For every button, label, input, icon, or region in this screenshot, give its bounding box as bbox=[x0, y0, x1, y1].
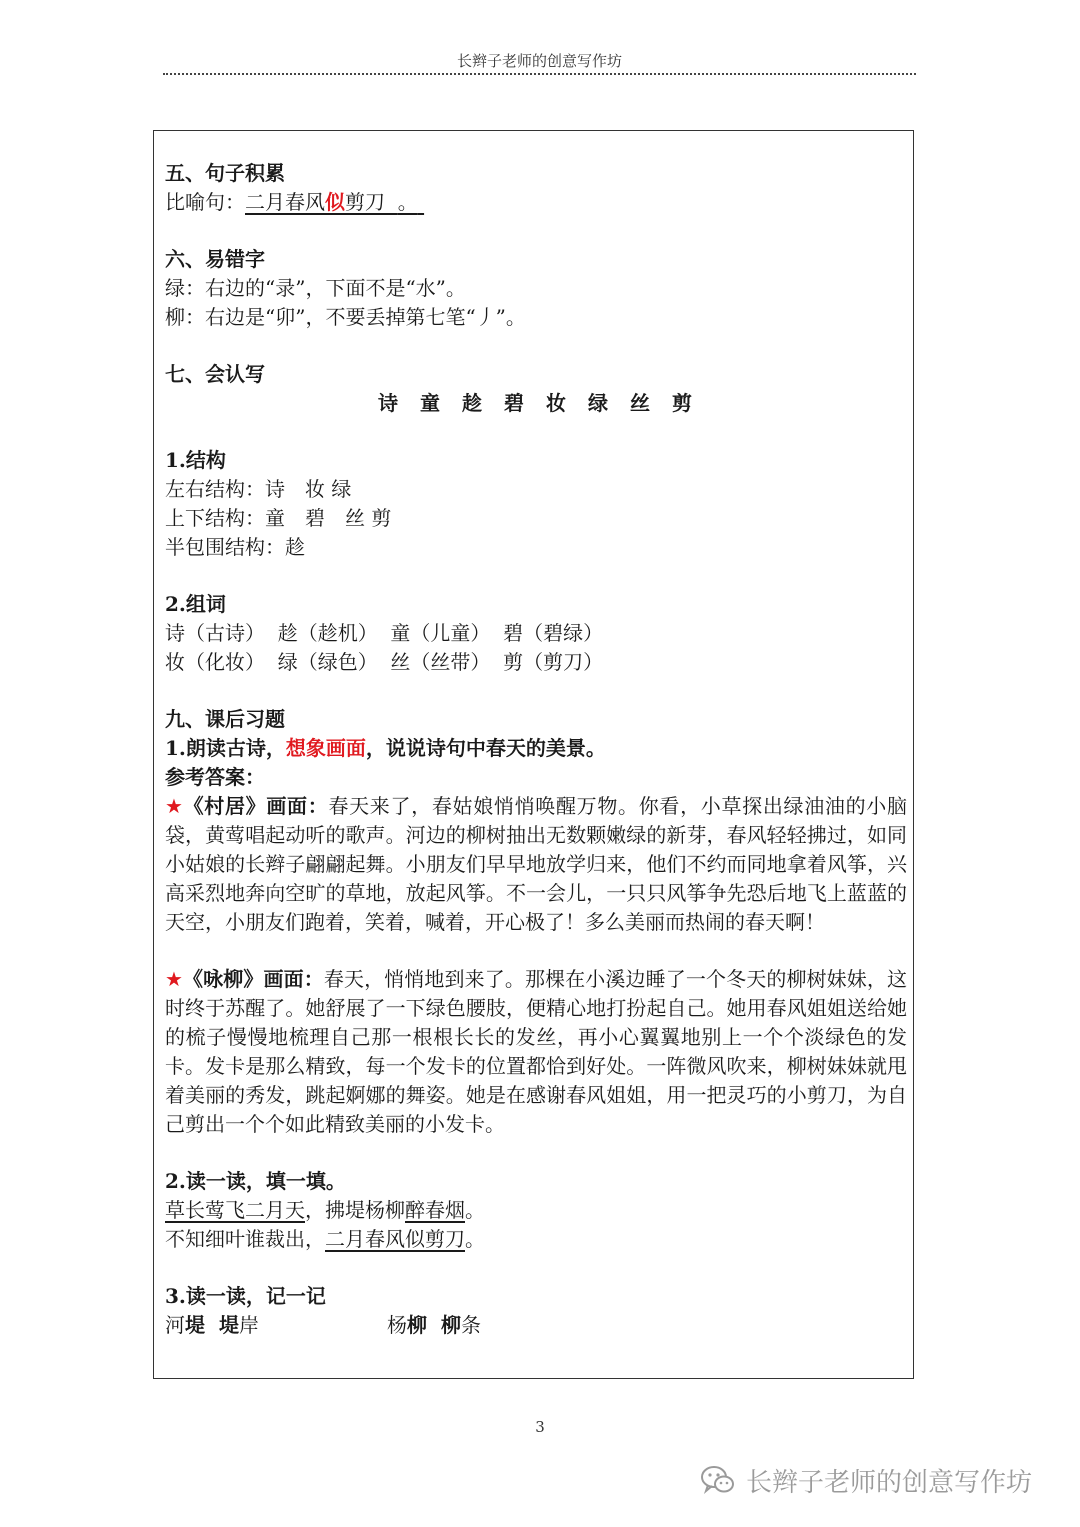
paragraph-title: 《村居》画面： bbox=[183, 794, 329, 818]
poem-fill-b: 二月天 bbox=[245, 1198, 305, 1222]
watermark bbox=[700, 1460, 1032, 1500]
char-item: 丝 bbox=[630, 391, 652, 415]
metaphor-part-c: 剪刀 bbox=[345, 190, 385, 214]
word-formation-line-1: 诗（古诗） 趁（趁机） 童（儿童） 碧（碧绿） bbox=[165, 621, 604, 645]
error-char-line-2: 柳：右边是“卯”，不要丢掉第七笔“丿”。 bbox=[165, 305, 526, 329]
poem-fill-d: 醉春烟 bbox=[405, 1198, 465, 1222]
char-item: 趁 bbox=[462, 391, 484, 415]
content-box bbox=[153, 130, 914, 1379]
metaphor-part-a: 二月春风 bbox=[245, 190, 325, 214]
poem-line-1 bbox=[165, 1196, 907, 1225]
question-1-keyword: 想象画面 bbox=[285, 736, 366, 760]
poem-text: ，拂堤杨柳 bbox=[305, 1198, 405, 1222]
question-1-part-a: 1.朗读古诗， bbox=[165, 736, 286, 760]
poem-line-2 bbox=[165, 1225, 907, 1254]
metaphor-label: 比喻句： bbox=[165, 190, 245, 214]
poem-end: 。 bbox=[465, 1198, 485, 1222]
wechat-icon bbox=[700, 1464, 736, 1496]
metaphor-keyword: 似 bbox=[325, 190, 345, 214]
paragraph-title: 《咏柳》画面： bbox=[183, 967, 324, 991]
poem-text: 不知细叶谁裁出， bbox=[165, 1227, 325, 1251]
page-header-title: 长辫子老师的创意写作坊 bbox=[456, 52, 622, 70]
paragraph-text: 春天，悄悄地到来了。那棵在小溪边睡了一个冬天的柳树妹妹，这时终于苏醒了。她舒展了一下绿色腰肢，便精心地打扮起自己。她用春风姐姐送给她的梳子慢慢地梳理自己那一根根长长的发丝，再小心翼翼地别上一个个淡绿色的发卡。发卡是那么精致，每一个发卡的位置都恰到好处。一阵微风吹来，柳树妹妹就甩着美丽的秀发，跳起婀娜的舞姿。她是在感谢春风姐姐，用一把灵巧的小剪刀，为自己剪出一个个如此精致美丽的小发卡。 bbox=[165, 967, 908, 1136]
error-char-line-1: 绿：右边的“录”，下面不是“水”。 bbox=[165, 276, 466, 300]
structure-left-right: 左右结构：诗 妆 绿 bbox=[165, 477, 352, 501]
poem-end: 。 bbox=[465, 1227, 485, 1251]
word-char: 条 bbox=[461, 1313, 481, 1337]
structure-half-enclosed: 半包围结构：趁 bbox=[165, 535, 305, 559]
question-1-part-c: ，说说诗句中春天的美景。 bbox=[365, 736, 606, 760]
section-9-heading: 九、课后习题 bbox=[165, 707, 285, 731]
answer-paragraph-yongliu bbox=[165, 965, 907, 1139]
word-formation-line-2: 妆（化妆） 绿（绿色） 丝（丝带） 剪（剪刀） bbox=[165, 650, 604, 674]
word-char-key: 堤 bbox=[185, 1313, 205, 1337]
watermark-text: 长辫子老师的创意写作坊 bbox=[746, 1467, 1033, 1498]
metaphor-end: 。 bbox=[397, 190, 418, 214]
section-6-heading: 六、易错字 bbox=[165, 247, 265, 271]
question-1 bbox=[165, 734, 907, 763]
star-icon: ★ bbox=[165, 794, 184, 818]
metaphor-line bbox=[165, 188, 907, 217]
structure-top-bottom: 上下结构：童 碧 丝 剪 bbox=[165, 506, 392, 530]
paragraph-text: 春天来了，春姑娘悄悄唤醒万物。你看，小草探出绿油油的小脑袋，黄莺唱起动听的歌声。河边的柳树抽出无数颗嫩绿的新芽，春风轻轻拂过，如同小姑娘的长辫子翩翩起舞。小朋友们早早地放学归来，他们不约而同地拿着风筝，兴高采烈地奔向空旷的草地，放起风筝。不一会儿，一只只风筝争先恐后地飞上蓝蓝的天空，小朋友们跑着，笑着，喊着，开心极了！多么美丽而热闹的春天啊！ bbox=[165, 794, 907, 934]
structure-heading: 1.结构 bbox=[165, 448, 226, 472]
char-item: 诗 bbox=[378, 391, 400, 415]
characters-row bbox=[165, 389, 907, 418]
char-item: 碧 bbox=[504, 391, 526, 415]
poem-fill: 二月春风似剪刀 bbox=[325, 1227, 465, 1251]
answer-paragraph-cunju bbox=[165, 792, 907, 937]
star-icon: ★ bbox=[165, 967, 184, 991]
word-formation-heading: 2.组词 bbox=[165, 592, 226, 616]
question-2-heading: 2.读一读，填一填。 bbox=[165, 1169, 346, 1193]
page-number: 3 bbox=[535, 1418, 545, 1436]
word-char: 岸 bbox=[239, 1313, 259, 1337]
content-body bbox=[165, 159, 907, 1340]
word-char-key: 柳 bbox=[407, 1313, 427, 1337]
char-item: 绿 bbox=[588, 391, 610, 415]
word-char-key: 柳 bbox=[441, 1313, 461, 1337]
header-divider bbox=[163, 73, 916, 75]
word-char-key: 堤 bbox=[219, 1313, 239, 1337]
metaphor-answer bbox=[245, 190, 424, 214]
poem-fill-a: 草长莺飞 bbox=[165, 1198, 245, 1222]
word-char: 杨 bbox=[387, 1313, 407, 1337]
char-item: 剪 bbox=[672, 391, 694, 415]
section-7-heading: 七、会认写 bbox=[165, 362, 265, 386]
char-item: 童 bbox=[420, 391, 442, 415]
word-pair-line bbox=[165, 1311, 907, 1340]
word-char: 河 bbox=[165, 1313, 185, 1337]
char-item: 妆 bbox=[546, 391, 568, 415]
question-3-heading: 3.读一读，记一记 bbox=[165, 1284, 326, 1308]
answer-label: 参考答案： bbox=[165, 765, 265, 789]
section-5-heading: 五、句子积累 bbox=[165, 161, 285, 185]
